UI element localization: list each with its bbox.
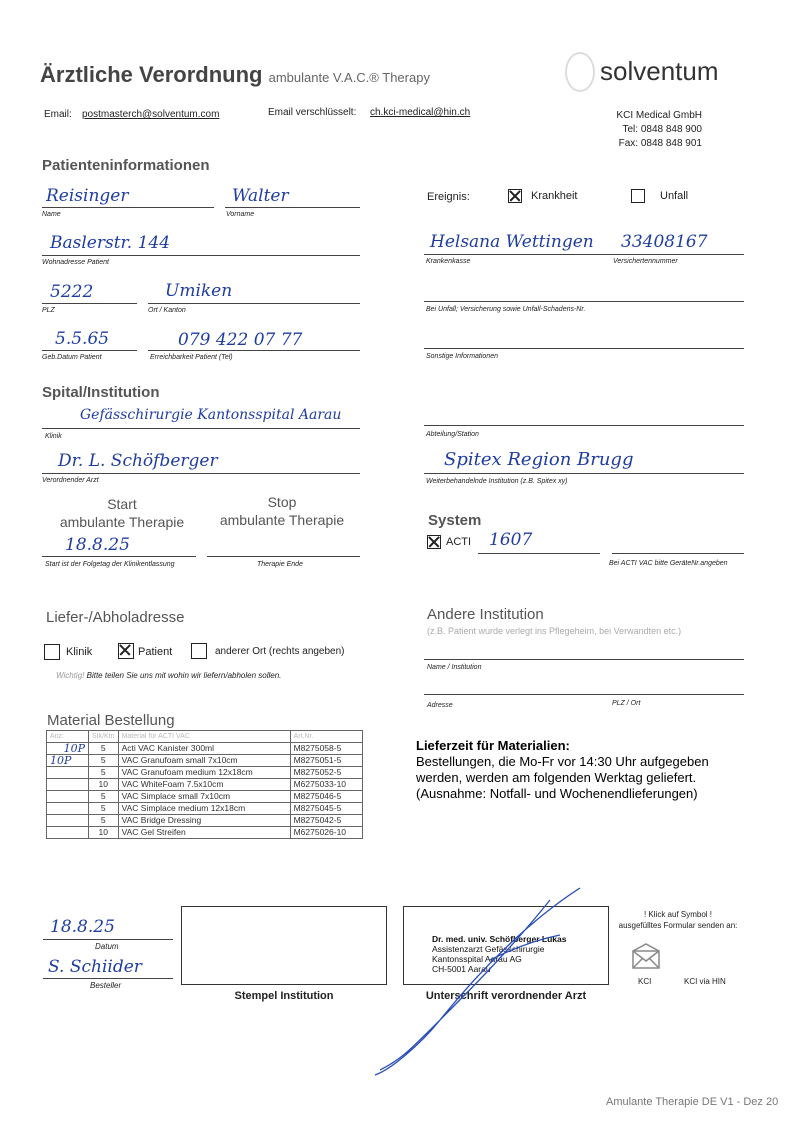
address-label: Wohnadresse Patient — [42, 259, 109, 266]
start-heading-line1: Start — [107, 496, 137, 512]
company-name: KCI Medical GmbH — [616, 110, 702, 121]
doctor-label: Verordnender Arzt — [42, 477, 99, 484]
kci-send-label: KCI — [638, 977, 652, 986]
dob-label: Geb.Datum Patient — [42, 354, 102, 361]
other-info-label: Sonstige Informationen — [426, 353, 498, 360]
krankheit-checkbox[interactable] — [508, 189, 522, 203]
orderer-line — [43, 978, 173, 979]
solventum-logo-icon — [565, 52, 595, 92]
doctor-signature-label: Unterschrift verordnender Arzt — [425, 990, 587, 1002]
kci-mail-icon[interactable] — [630, 943, 664, 971]
col-artnr: Art.Nr. — [290, 731, 362, 743]
pack-cell: 5 — [89, 755, 119, 767]
kci-contact — [616, 109, 702, 151]
device-number-line — [478, 553, 600, 554]
patient-address-value[interactable]: Baslerstr. 144 — [50, 233, 171, 253]
pack-cell: 5 — [89, 767, 119, 779]
unfall-label: Unfall — [660, 190, 689, 202]
qty-cell[interactable] — [47, 803, 89, 815]
plz-label: PLZ — [42, 307, 55, 314]
doctor-stamp-line4: CH-5001 Aarau — [432, 964, 491, 974]
deliver-patient-label: Patient — [138, 646, 173, 658]
signature-date-value[interactable]: 18.8.25 — [50, 917, 115, 937]
doctor-value[interactable]: Dr. L. Schöfberger — [58, 451, 218, 471]
qty-cell[interactable]: 10P — [47, 755, 89, 767]
ward-line — [424, 425, 744, 426]
ward-label: Abteilung/Station — [426, 431, 479, 438]
acti-label: ACTI — [446, 536, 472, 548]
deliver-other-label: anderer Ort (rechts angeben) — [215, 646, 345, 657]
stamp-institution-box[interactable] — [181, 906, 387, 985]
therapy-start-heading — [47, 495, 197, 531]
material-cell: VAC Granufoam small 7x10cm — [118, 755, 290, 767]
artnr-cell: M8275058-5 — [290, 743, 362, 755]
page-subtitle: ambulante V.A.C.® Therapy — [268, 70, 430, 85]
clinic-line — [42, 428, 360, 429]
artnr-cell: M6275033-10 — [290, 779, 362, 791]
stamp-institution-label: Stempel Institution — [234, 990, 334, 1002]
material-cell: VAC Gel Streifen — [118, 827, 290, 839]
delivery-heading: Liefer-/Abholadresse — [46, 609, 185, 626]
patient-phone-value[interactable]: 079 422 07 77 — [178, 330, 303, 350]
email-label: Email: — [44, 109, 72, 120]
acti-checkbox[interactable] — [427, 535, 441, 549]
signature-date-line — [43, 939, 173, 940]
delivery-time-line3: (Ausnahme: Notfall- und Wochenendlieferungen) — [416, 786, 698, 801]
system-heading: System — [428, 512, 482, 529]
patient-city-value[interactable]: Umiken — [165, 281, 233, 301]
company-tel: Tel: 0848 848 900 — [622, 124, 702, 135]
orderer-label: Besteller — [90, 981, 122, 990]
table-row — [47, 743, 363, 755]
clinic-label: Klinik — [45, 433, 62, 440]
accident-label: Bei Unfall; Versicherung sowie Unfall-Schadens-Nr. — [426, 306, 586, 313]
send-instructions — [612, 909, 744, 931]
firstname-line — [225, 207, 360, 208]
doctor-stamp-line1: Dr. med. univ. Schöfberger Lukas — [432, 934, 567, 944]
table-row — [47, 827, 363, 839]
deliver-patient-checkbox[interactable] — [118, 643, 134, 659]
doctor-stamp-line2: Assistenzarzt Gefässchirurgie — [432, 944, 545, 954]
brand-logo: solventum — [600, 56, 719, 86]
material-cell: VAC Granufoam medium 12x18cm — [118, 767, 290, 779]
artnr-cell: M8275052-5 — [290, 767, 362, 779]
krankheit-label: Krankheit — [531, 190, 578, 202]
artnr-cell: M8275046-5 — [290, 791, 362, 803]
company-fax: Fax: 0848 848 901 — [618, 138, 702, 149]
qty-cell[interactable] — [47, 767, 89, 779]
deliver-other-checkbox[interactable] — [191, 643, 207, 659]
system-note: Bei ACTI VAC bitte GeräteNr.angeben — [609, 560, 728, 567]
hospital-heading: Spital/Institution — [42, 384, 160, 401]
name-label: Name — [42, 211, 61, 218]
other-address-line — [424, 694, 744, 695]
deliver-klinik-label: Klinik — [66, 646, 93, 658]
warning-text: Bitte teilen Sie uns mit wohin wir liefern/abholen sollen. — [84, 671, 282, 680]
name-line — [42, 207, 214, 208]
material-cell: VAC WhiteFoam 7.5x10cm — [118, 779, 290, 791]
accident-line — [424, 301, 744, 302]
artnr-cell: M6275026-10 — [290, 827, 362, 839]
doctor-signature-scribble — [360, 880, 600, 1080]
table-row — [47, 767, 363, 779]
patient-plz-value[interactable]: 5222 — [50, 282, 94, 302]
insurer-label: Krankenkasse — [426, 258, 471, 265]
footer-version: Amulante Therapie DE V1 - Dez 20 — [606, 1096, 779, 1108]
phone-line — [148, 350, 360, 351]
artnr-cell: M8275051-5 — [290, 755, 362, 767]
delivery-time-title: Lieferzeit für Materialien: — [416, 738, 570, 753]
doctor-line — [42, 473, 360, 474]
delivery-time-text — [416, 754, 709, 802]
address-line — [42, 255, 360, 256]
table-row — [47, 815, 363, 827]
material-header-row — [47, 731, 363, 743]
table-row — [47, 779, 363, 791]
plz-line — [42, 303, 137, 304]
patient-heading: Patienteninformationen — [42, 157, 210, 174]
delivery-time-line2: werden, werden am folgenden Werktag geliefert. — [416, 770, 697, 785]
artnr-cell: M8275045-5 — [290, 803, 362, 815]
send-line1: ! Klick auf Symbol ! — [643, 910, 713, 919]
material-cell: Acti VAC Kanister 300ml — [118, 743, 290, 755]
start-date-line — [42, 556, 196, 557]
followup-value[interactable]: Spitex Region Brugg — [444, 449, 634, 470]
therapy-start-date-value[interactable]: 18.8.25 — [65, 535, 130, 555]
warning-prefix: Wichtig! — [56, 671, 85, 680]
unfall-checkbox[interactable] — [631, 189, 645, 203]
material-cell: VAC Simplace small 7x10cm — [118, 791, 290, 803]
other-institution-heading: Andere Institution — [427, 606, 544, 623]
phone-label: Erreichbarkeit Patient (Tel) — [150, 354, 233, 361]
insured-number-value[interactable]: 33408167 — [621, 232, 708, 252]
qty-cell[interactable] — [47, 815, 89, 827]
device-number-value[interactable]: 1607 — [489, 530, 533, 550]
col-pack: Stk/Ktn — [89, 731, 119, 743]
material-table — [46, 730, 363, 839]
material-heading: Material Bestellung — [47, 712, 175, 729]
stop-note: Therapie Ende — [257, 561, 303, 568]
insurer-value[interactable]: Helsana Wettingen — [430, 232, 594, 252]
delivery-warning — [56, 671, 281, 680]
hin-send-label: KCI via HIN — [684, 977, 726, 986]
followup-label: Weiterbehandelnde Institution (z.B. Spitex xy) — [426, 478, 568, 485]
artnr-cell: M8275042-5 — [290, 815, 362, 827]
send-line2: ausgefülltes Formular senden an: — [618, 921, 738, 930]
email-encrypted-label: Email verschlüsselt: — [268, 107, 357, 118]
start-heading-line2: ambulante Therapie — [59, 514, 185, 530]
patient-dob-value[interactable]: 5.5.65 — [55, 329, 110, 349]
insurer-line — [424, 254, 744, 255]
email-encrypted-link[interactable]: ch.kci-medical@hin.ch — [370, 107, 471, 118]
city-line — [148, 303, 360, 304]
start-note: Start ist der Folgetag der Klinikentlassung — [45, 561, 175, 568]
city-label: Ort / Kanton — [148, 307, 186, 314]
clinic-value[interactable]: Gefässchirurgie Kantonsspital Aarau — [80, 407, 342, 423]
other-institution-hint: (z.B. Patient wurde verlegt ins Pflegeheim, bei Verwandten etc.) — [427, 626, 682, 636]
patient-name-value[interactable]: Reisinger — [46, 186, 129, 206]
pack-cell: 10 — [89, 779, 119, 791]
doctor-stamp-line3: Kantonsspital Aarau AG — [432, 954, 522, 964]
pack-cell: 10 — [89, 827, 119, 839]
table-row — [47, 803, 363, 815]
other-address-label: Adresse — [427, 702, 453, 709]
qty-cell[interactable] — [47, 791, 89, 803]
followup-line — [424, 473, 744, 474]
table-row — [47, 791, 363, 803]
col-qty: Anz. — [47, 731, 89, 743]
therapy-stop-heading — [207, 493, 357, 529]
pack-cell: 5 — [89, 743, 119, 755]
orderer-value[interactable]: S. Schiider — [48, 957, 142, 977]
other-info-line — [424, 348, 744, 349]
qty-cell[interactable] — [47, 779, 89, 791]
signature-date-label: Datum — [95, 942, 119, 951]
qty-cell[interactable] — [47, 827, 89, 839]
pack-cell: 5 — [89, 803, 119, 815]
other-name-line — [424, 659, 744, 660]
dob-line — [42, 350, 137, 351]
device-extra-line — [612, 553, 744, 554]
stop-heading-line2: ambulante Therapie — [219, 512, 345, 528]
deliver-klinik-checkbox[interactable] — [44, 644, 60, 660]
email-link[interactable]: postmasterch@solventum.com — [82, 109, 220, 120]
stop-date-line — [207, 556, 360, 557]
qty-cell[interactable]: 10P — [47, 743, 89, 755]
pack-cell: 5 — [89, 815, 119, 827]
patient-firstname-value[interactable]: Walter — [232, 186, 289, 206]
page-title: Ärztliche Verordnung ambulante V.A.C.® Therapy — [40, 62, 430, 87]
insured-number-label: Versichertennummer — [613, 258, 678, 265]
delivery-time-line1: Bestellungen, die Mo-Fr vor 14:30 Uhr aufgegeben — [416, 754, 709, 769]
pack-cell: 5 — [89, 791, 119, 803]
col-material: Material für ACTI VAC — [118, 731, 290, 743]
material-cell: VAC Bridge Dressing — [118, 815, 290, 827]
firstname-label: Vorname — [226, 211, 255, 218]
stop-heading-line1: Stop — [267, 494, 297, 510]
other-plz-label: PLZ / Ort — [612, 700, 641, 707]
material-cell: VAC Simplace medium 12x18cm — [118, 803, 290, 815]
other-name-label: Name / Institution — [427, 664, 482, 671]
event-label: Ereignis: — [427, 191, 470, 203]
table-row — [47, 755, 363, 767]
